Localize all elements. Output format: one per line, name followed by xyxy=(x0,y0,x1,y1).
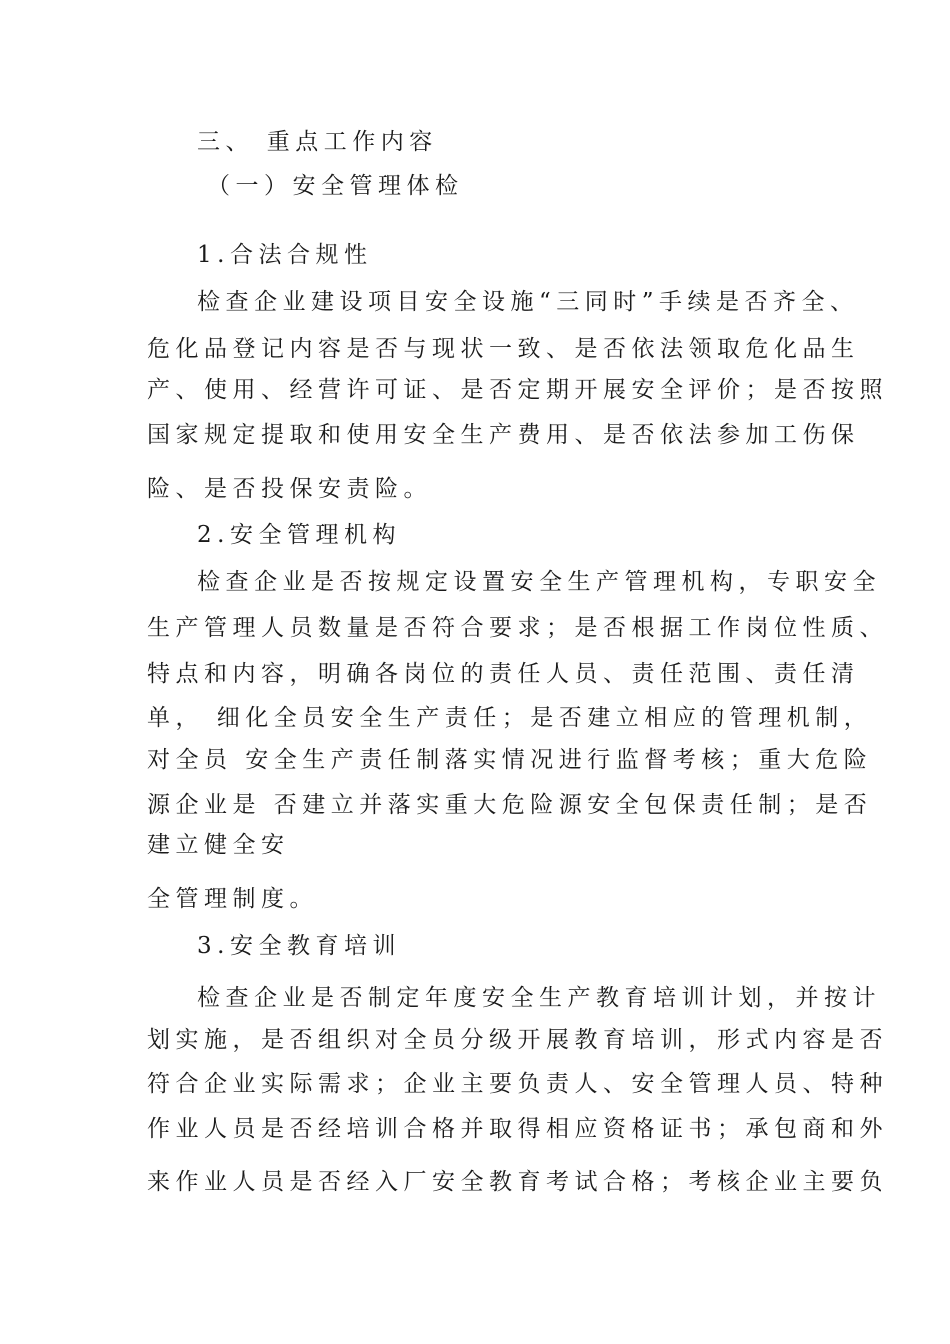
item-heading-safety-training: 3.安全教育培训 xyxy=(197,933,401,959)
paragraph-line: 险、是否投保安责险。 xyxy=(147,476,432,502)
paragraph-line: 对全员 安全生产责任制落实情况进行监督考核；重大危险 xyxy=(147,747,873,773)
paragraph-line: 作业人员是否经培训合格并取得相应资格证书；承包商和外 xyxy=(147,1116,888,1142)
paragraph-line: 全管理制度。 xyxy=(147,886,318,912)
paragraph-line: 检查企业是否制定年度安全生产教育培训计划，并按计 xyxy=(197,985,881,1011)
paragraph-line: 划实施，是否组织对全员分级开展教育培训，形式内容是否 xyxy=(147,1027,888,1053)
paragraph-line: 检查企业建设项目安全设施“三同时”手续是否齐全、 xyxy=(197,289,859,315)
paragraph-line: 建立健全安 xyxy=(147,832,290,858)
paragraph-line: 源企业是 否建立并落实重大危险源安全包保责任制；是否 xyxy=(147,792,873,818)
paragraph-line: 来作业人员是否经入厂安全教育考试合格；考核企业主要负 xyxy=(147,1169,888,1195)
item-heading-management-org: 2.安全管理机构 xyxy=(197,522,401,548)
paragraph-line: 特点和内容，明确各岗位的责任人员、责任范围、责任清 xyxy=(147,661,860,687)
paragraph-line: 危化品登记内容是否与现状一致、是否依法领取危化品生 xyxy=(147,336,860,362)
paragraph-line: 国家规定提取和使用安全生产费用、是否依法参加工伤保 xyxy=(147,422,860,448)
paragraph-line: 产、使用、经营许可证、是否定期开展安全评价；是否按照 xyxy=(147,377,888,403)
paragraph-line: 符合企业实际需求；企业主要负责人、安全管理人员、特种 xyxy=(147,1071,888,1097)
section-heading: 三、 重点工作内容 xyxy=(197,129,438,155)
paragraph-line: 生产管理人员数量是否符合要求；是否根据工作岗位性质、 xyxy=(147,615,888,641)
paragraph-line: 检查企业是否按规定设置安全生产管理机构，专职安全 xyxy=(197,569,881,595)
paragraph-line: 单， 细化全员安全生产责任；是否建立相应的管理机制， xyxy=(147,705,873,731)
item-heading-compliance: 1.合法合规性 xyxy=(197,242,373,268)
subsection-heading: （一）安全管理体检 xyxy=(207,173,464,199)
